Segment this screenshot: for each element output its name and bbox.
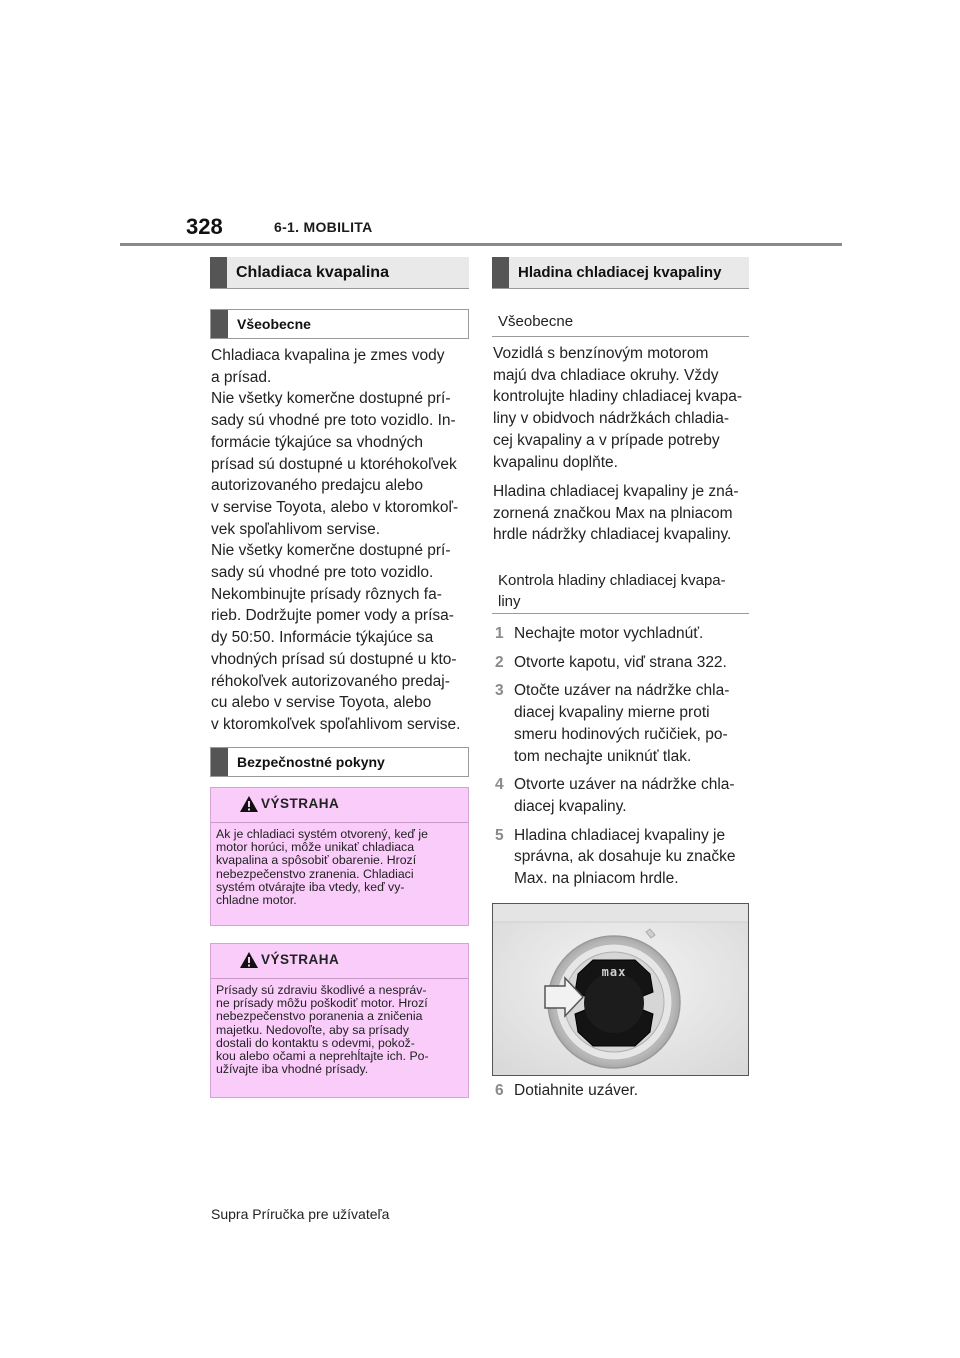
heading-marker — [211, 310, 228, 338]
warning-header — [211, 944, 468, 979]
coolant-paragraph: Chladiaca kvapalina je zmes vody a prísad. Nie všetky komerčne dostupné prí- sady sú vhodné pre toto vozidlo. In- formácie týkajúce sa vhodných prísad sú dostupné u ktoréhokoľvek autorizovaného predajcu alebo v servise Toyota, alebo v ktoromkoľ- vek spoľahlivom servise. Nie všetky komerčne dostupné prí- sady sú vhodné pre toto vozidlo. Nekombinujte prísady rôznych fa- rieb. Dodržujte pomer vody a prísa- dy 50:50. Informácie týkajúce sa vhodných prísad sú dostupné u kto- réhokoľvek autorizovaného predaj- cu alebo v servise Toyota, alebo v ktoromkoľvek spoľahlivom servise. — [211, 347, 461, 733]
step-item — [493, 825, 755, 890]
step-text: Dotiahnite uzáver. — [514, 1082, 639, 1099]
step-number: 4 — [495, 776, 504, 794]
coolant-level-paragraph-1: Vozidlá s benzínovým motorom majú dva chladiace okruhy. Vždy kontrolujte hladiny chladiacej kvapa- liny v obidvoch nádržkách chladia- cej kvapaliny a v prípade potreby kvapalinu doplňte. — [493, 345, 743, 471]
heading-marker — [211, 748, 228, 776]
warning-triangle-icon — [239, 951, 259, 969]
coolant-cap-figure — [492, 903, 749, 1076]
footer-text: Supra Príručka pre užívateľa — [211, 1206, 390, 1222]
warning-box-2 — [210, 943, 469, 1098]
warning-text: Ak je chladiaci systém otvorený, keď je motor horúci, môže unikať chladiaca kvapalina a spôsobiť obarenie. Hrozí nebezpečenstvo zranenia. Chladiaci systém otvárajte iba vtedy, keď vy- chladne motor. — [216, 827, 428, 908]
final-step-list — [493, 1080, 755, 1109]
step-number: 6 — [495, 1082, 504, 1099]
warning-text: Prísady sú zdraviu škodlivé a nespráv- ne prísady môžu poškodiť motor. Hrozí nebezpečenstvo poranenia a zničenia majetku. Nedovoľte, aby sa prísady dostali do kontaktu s odevmi, pokož- kou alebo očami a neprehĺtajte ich. Po- užívajte iba vhodné prísady. — [216, 983, 429, 1077]
page-number: 328 — [186, 214, 223, 239]
check-level-heading: Kontrola hladiny chladiacej kvapa- liny — [492, 570, 749, 614]
coolant-title-heading — [210, 257, 469, 289]
safety-heading — [210, 747, 469, 777]
step-item — [493, 680, 755, 767]
coolant-level-title-heading — [492, 257, 749, 289]
step-item — [493, 623, 755, 645]
step-number: 3 — [495, 682, 504, 700]
step-item — [493, 774, 755, 817]
coolant-level-paragraph-2: Hladina chladiacej kvapaliny je zná- zornená značkou Max na plniacom hrdle nádržky chladiacej kvapaliny. — [493, 483, 739, 544]
step-item — [493, 1080, 755, 1102]
step-text: Hladina chladiacej kvapaliny je správna, ak dosahuje ku značke Max. na plniacom hrdle. — [514, 826, 736, 888]
step-number: 2 — [495, 653, 504, 671]
warning-header — [211, 788, 468, 823]
header-divider — [120, 243, 842, 246]
step-text: Otvorte kapotu, viď strana 322. — [514, 653, 727, 671]
warning-box-1 — [210, 787, 469, 926]
heading-marker — [210, 257, 227, 288]
coolant-cap-illustration — [493, 904, 748, 1075]
check-steps-list — [493, 623, 755, 897]
safety-heading-text: Bezpečnostné pokyny — [237, 754, 385, 770]
warning-triangle-icon — [239, 795, 259, 813]
warning-label: VÝSTRAHA — [261, 796, 340, 811]
general-heading-right: Všeobecne — [492, 309, 749, 337]
heading-marker — [492, 257, 509, 288]
general-heading-left-text: Všeobecne — [237, 316, 311, 332]
max-mark-label: max — [601, 965, 627, 979]
general-heading-left — [210, 309, 469, 339]
step-text: Otvorte uzáver na nádržke chla- diacej kvapaliny. — [514, 776, 735, 815]
warning-label: VÝSTRAHA — [261, 952, 340, 967]
step-number: 1 — [495, 625, 504, 642]
step-text: Otočte uzáver na nádržke chla- diacej kvapaliny mierne proti smeru hodinových ručičiek, po- tom nechajte uniknúť tlak. — [514, 682, 730, 765]
section-title: 6-1. MOBILITA — [274, 219, 373, 235]
coolant-title: Chladiaca kvapalina — [236, 263, 389, 281]
step-number: 5 — [495, 826, 504, 844]
coolant-level-title: Hladina chladiacej kvapaliny — [518, 264, 722, 281]
step-text: Nechajte motor vychladnúť. — [514, 625, 704, 642]
step-item — [493, 652, 755, 674]
